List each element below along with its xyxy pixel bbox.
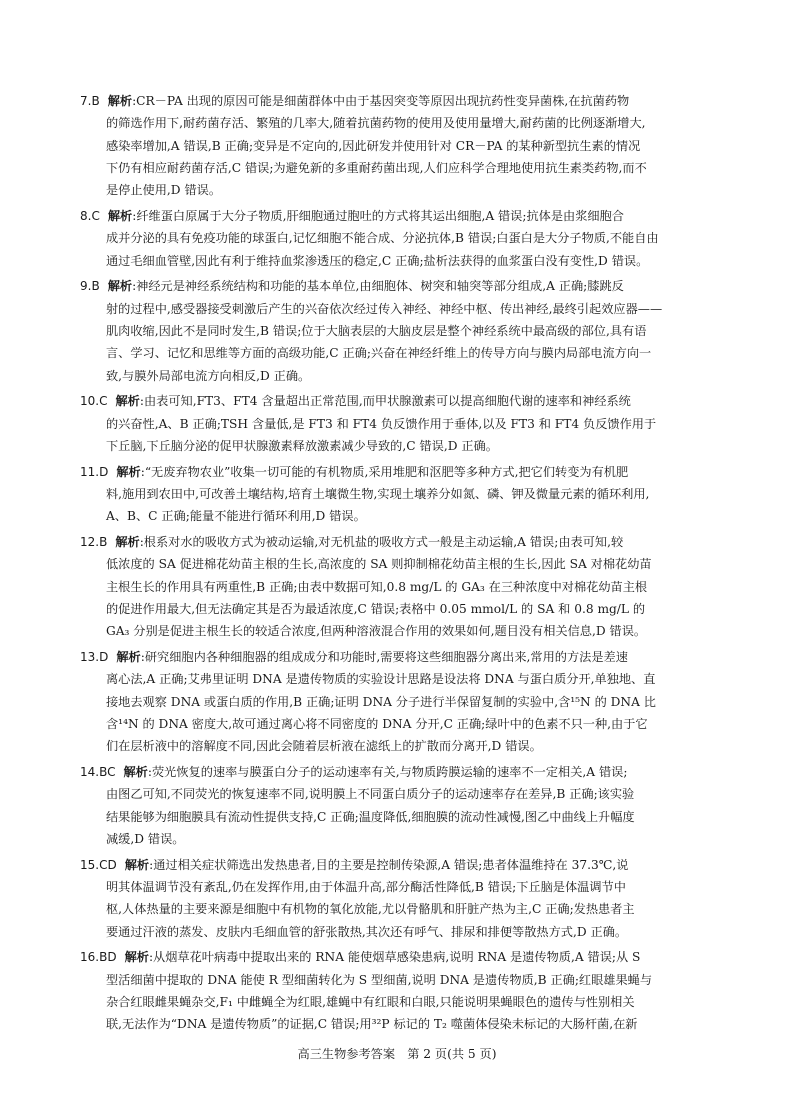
answer-continuation-line bbox=[80, 991, 714, 1013]
answer-continuation-line bbox=[80, 179, 714, 201]
answer-choice: B bbox=[91, 94, 100, 108]
answer-first-line bbox=[80, 205, 714, 227]
page-footer: 高三生物参考答案 第 2 页(共 5 页) bbox=[297, 1047, 497, 1061]
answer-first-line bbox=[80, 531, 714, 553]
answer-choice: B bbox=[91, 279, 100, 294]
answer-continuation-line bbox=[80, 898, 714, 920]
analysis-text: 下仍有相应耐药菌存活,C 错误;为避免新的多重耐药菌出现,人们应科学合理地使用抗生素类药物,而不 bbox=[106, 160, 647, 175]
answer-first-line bbox=[80, 461, 714, 483]
answer-continuation-line bbox=[80, 553, 714, 575]
analysis-text: 射的过程中,感受器接受刺激后产生的兴奋依次经过传入神经、神经中枢、传出神经,最终引起效应器—— bbox=[106, 301, 663, 316]
answer-continuation-line bbox=[80, 505, 714, 527]
analysis-label: 解析 bbox=[116, 650, 141, 665]
analysis-text: 料,施用到农田中,可改善土壤结构,培育土壤微生物,实现土壤养分如氮、磷、钾及微量元素的循环利用, bbox=[106, 487, 650, 502]
question-number: 16. bbox=[80, 950, 100, 965]
analysis-text: 由图乙可知,不同荧光的恢复速率不同,说明膜上不同蛋白质分子的运动速率存在差异,B 正确;该实验 bbox=[106, 787, 635, 802]
question-number: 7. bbox=[80, 94, 92, 108]
analysis-text: 枢,人体热量的主要来源是细胞中有机物的氧化放能,尤以骨骼肌和肝脏产热为主,C 正确;发热患者主 bbox=[106, 902, 635, 917]
analysis-text: :“无废弃物农业”收集一切可能的有机物质,采用堆肥和沤肥等多种方式,把它们转变为有机肥 bbox=[140, 464, 629, 479]
answer-item bbox=[80, 205, 714, 272]
analysis-text: :通过相关症状筛选出发热患者,目的主要是控制传染源,A 错误;患者体温维持在 37.3℃,说 bbox=[149, 857, 629, 872]
analysis-text: 含¹⁴N 的 DNA 密度大,故可通过离心将不同密度的 DNA 分开,C 正确;绿叶中的色素不只一种,由于它 bbox=[106, 717, 648, 732]
answer-continuation-line bbox=[80, 828, 714, 850]
answer-first-line bbox=[80, 761, 714, 783]
question-number: 13. bbox=[80, 650, 100, 665]
answer-first-line bbox=[80, 390, 714, 412]
answer-first-line bbox=[80, 90, 714, 112]
answer-choice: BD bbox=[99, 950, 117, 965]
answer-continuation-line bbox=[80, 320, 714, 342]
answer-item bbox=[80, 390, 714, 457]
answer-item bbox=[80, 854, 714, 943]
analysis-text: 结果能够为细胞膜具有流动性提供支持,C 正确;温度降低,细胞膜的流动性减慢,图乙中曲线上升幅度 bbox=[106, 809, 635, 824]
answer-item bbox=[80, 761, 714, 850]
answer-continuation-line bbox=[80, 435, 714, 457]
analysis-label: 解析 bbox=[124, 857, 150, 872]
answer-item bbox=[80, 461, 714, 528]
question-number: 9. bbox=[80, 279, 92, 294]
analysis-text: 要通过汗液的蒸发、皮肤内毛细血管的舒张散热,其次还有呼气、排尿和排便等散热方式,D 正确。 bbox=[106, 924, 628, 939]
question-number: 8. bbox=[80, 208, 92, 223]
analysis-label: 解析 bbox=[115, 535, 140, 550]
analysis-text: 杂合红眼雌果蝇杂交,F₁ 中雌蝇全为红眼,雄蝇中有红眼和白眼,只能说明果蝇眼色的遗传与性别相关 bbox=[106, 995, 635, 1010]
analysis-text: 感染率增加,A 错误,B 正确;变异是不定向的,因此研发并使用针对 CR－PA 的某种新型抗生素的情况 bbox=[106, 138, 641, 153]
answer-choice: C bbox=[99, 394, 108, 409]
analysis-text: 明其体温调节没有紊乱,仍在发挥作用,由于体温升高,部分酶活性降低,B 错误;下丘脑是体温调节中 bbox=[106, 880, 626, 895]
analysis-text: 离心法,A 正确;艾弗里证明 DNA 是遗传物质的实验设计思路是设法将 DNA 与蛋白质分开,单独地、直 bbox=[106, 672, 656, 687]
analysis-text: :从烟草花叶病毒中提取出来的 RNA 能使烟草感染患病,说明 RNA 是遗传物质,A 错误;从 S bbox=[148, 950, 641, 965]
answer-continuation-line bbox=[80, 691, 714, 713]
analysis-text: 联,无法作为“DNA 是遗传物质”的证据,C 错误;用³²P 标记的 T₂ 噬菌体侵染未标记的大肠杆菌,在新 bbox=[106, 1017, 638, 1032]
analysis-text: :荧光恢复的速率与膜蛋白分子的运动速率有关,与物质跨膜运输的速率不一定相关,A 错误; bbox=[147, 765, 628, 780]
answer-first-line bbox=[80, 946, 714, 968]
analysis-text: 肌肉收缩,因此不是同时发生,B 错误;位于大脑表层的大脑皮层是整个神经系统中最高级的部位,具有语 bbox=[106, 323, 647, 338]
answer-continuation-line bbox=[80, 921, 714, 943]
analysis-text: 言、学习、记忆和思维等方面的高级功能,C 正确;兴奋在神经纤维上的传导方向与膜内局部电流方向一 bbox=[106, 346, 652, 361]
answer-continuation-line bbox=[80, 969, 714, 991]
answer-continuation-line bbox=[80, 598, 714, 620]
question-number: 11. bbox=[80, 464, 100, 479]
analysis-text: :由表可知,FT3、FT4 含量超出正常范围,而甲状腺激素可以提高细胞代谢的速率和神经系统 bbox=[139, 394, 631, 409]
analysis-label: 解析 bbox=[124, 950, 149, 965]
answer-item bbox=[80, 946, 714, 1035]
answer-choice: CD bbox=[99, 857, 117, 872]
analysis-text: 低浓度的 SA 促进棉花幼苗主根的生长,高浓度的 SA 则抑制棉花幼苗主根的生长,因此 SA 对棉花幼苗 bbox=[106, 557, 652, 572]
analysis-text: 的兴奋性,A、B 正确;TSH 含量低,是 FT3 和 FT4 负反馈作用于垂体,以及 FT3 和 FT4 负反馈作用于 bbox=[106, 416, 657, 431]
analysis-text: 主根生长的作用具有两重性,B 正确;由表中数据可知,0.8 mg/L 的 GA₃ 在三种浓度中对棉花幼苗主根 bbox=[106, 579, 648, 594]
answer-continuation-line bbox=[80, 713, 714, 735]
answer-item bbox=[80, 275, 714, 386]
answer-continuation-line bbox=[80, 806, 714, 828]
analysis-text: 通过毛细血管壁,因此有利于维持血浆渗透压的稳定,C 正确;盐析法获得的血浆蛋白没有变性,D 错误。 bbox=[106, 253, 649, 268]
analysis-text: 致,与膜外局部电流方向相反,D 正确。 bbox=[106, 368, 311, 383]
analysis-text: 们在层析液中的溶解度不同,因此会随着层析液在滤纸上的扩散而分离开,D 错误。 bbox=[106, 739, 542, 754]
answer-continuation-line bbox=[80, 135, 714, 157]
analysis-text: 减缓,D 错误。 bbox=[106, 832, 185, 846]
answer-first-line bbox=[80, 646, 714, 668]
analysis-text: 是停止使用,D 错误。 bbox=[106, 183, 222, 198]
analysis-text: A、B、C 正确;能量不能进行循环利用,D 错误。 bbox=[106, 509, 366, 524]
answer-continuation-line bbox=[80, 668, 714, 690]
question-number: 10. bbox=[80, 394, 100, 409]
answer-continuation-line bbox=[80, 365, 714, 387]
answer-first-line bbox=[80, 275, 714, 297]
analysis-text: GA₃ 分别是促进主根生长的较适合浓度,但两种溶液混合作用的效果如何,题目没有相关信息,D 错误。 bbox=[106, 624, 647, 639]
question-number: 14. bbox=[80, 765, 100, 780]
answer-continuation-line bbox=[80, 783, 714, 805]
answer-continuation-line bbox=[80, 342, 714, 364]
analysis-label: 解析 bbox=[107, 94, 133, 108]
answer-continuation-line bbox=[80, 735, 714, 757]
answer-continuation-line bbox=[80, 1013, 714, 1035]
analysis-text: 的促进作用最大,但无法确定其是否为最适浓度,C 错误;表格中 0.05 mmol/L 的 SA 和 0.8 mg/L 的 bbox=[106, 602, 646, 617]
answer-continuation-line bbox=[80, 413, 714, 435]
answer-choice: C bbox=[91, 208, 100, 223]
answer-continuation-line bbox=[80, 112, 714, 134]
analysis-text: :纤维蛋白原属于大分子物质,肝细胞通过胞吐的方式将其运出细胞,A 错误;抗体是由浆细胞合 bbox=[132, 208, 624, 223]
analysis-text: 接地去观察 DNA 或蛋白质的作用,B 正确;证明 DNA 分子进行半保留复制的实验中,含¹⁵N 的 DNA 比 bbox=[106, 694, 656, 709]
answer-item bbox=[80, 531, 714, 642]
analysis-text: :根系对水的吸收方式为被动运输,对无机盐的吸收方式一般是主动运输,A 错误;由表可知,较 bbox=[139, 535, 624, 550]
analysis-text: 成并分泌的具有免疫功能的球蛋白,记忆细胞不能合成、分泌抗体,B 错误;白蛋白是大分子物质,不能自由 bbox=[106, 231, 659, 246]
answer-choice: D bbox=[99, 464, 109, 479]
analysis-label: 解析 bbox=[107, 208, 133, 223]
analysis-text: 型活细菌中提取的 DNA 能使 R 型细菌转化为 S 型细菌,说明 DNA 是遗传物质,B 正确;红眼雄果蝇与 bbox=[106, 972, 653, 987]
answer-choice: B bbox=[99, 535, 108, 550]
answer-continuation-line bbox=[80, 157, 714, 179]
analysis-label: 解析 bbox=[123, 765, 148, 780]
question-number: 15. bbox=[80, 857, 100, 872]
answer-continuation-line bbox=[80, 250, 714, 272]
answer-continuation-line bbox=[80, 483, 714, 505]
analysis-text: 的筛选作用下,耐药菌存活、繁殖的几率大,随着抗菌药物的使用及使用量增大,耐药菌的比例逐渐增大, bbox=[106, 116, 646, 131]
analysis-text: :神经元是神经系统结构和功能的基本单位,由细胞体、树突和轴突等部分组成,A 正确;膝跳反 bbox=[132, 279, 624, 294]
answer-item bbox=[80, 646, 714, 757]
answer-continuation-line bbox=[80, 876, 714, 898]
analysis-label: 解析 bbox=[107, 279, 133, 294]
answer-list bbox=[80, 90, 714, 1039]
analysis-text: :研究细胞内各种细胞器的组成成分和功能时,需要将这些细胞器分离出来,常用的方法是差速 bbox=[140, 650, 628, 665]
answer-continuation-line bbox=[80, 298, 714, 320]
question-number: 12. bbox=[80, 535, 100, 550]
analysis-text: :CR－PA 出现的原因可能是细菌群体中由于基因突变等原因出现抗药性变异菌株,在抗菌药物 bbox=[132, 94, 630, 108]
answer-continuation-line bbox=[80, 620, 714, 642]
answer-choice: BC bbox=[99, 765, 116, 780]
analysis-label: 解析 bbox=[116, 464, 141, 479]
analysis-label: 解析 bbox=[115, 394, 140, 409]
answer-continuation-line bbox=[80, 227, 714, 249]
answer-continuation-line bbox=[80, 576, 714, 598]
answer-first-line bbox=[80, 854, 714, 876]
answer-choice: D bbox=[99, 650, 109, 665]
analysis-text: 下丘脑,下丘脑分泌的促甲状腺激素释放激素减少导致的,C 错误,D 正确。 bbox=[106, 438, 498, 453]
answer-item bbox=[80, 90, 714, 201]
